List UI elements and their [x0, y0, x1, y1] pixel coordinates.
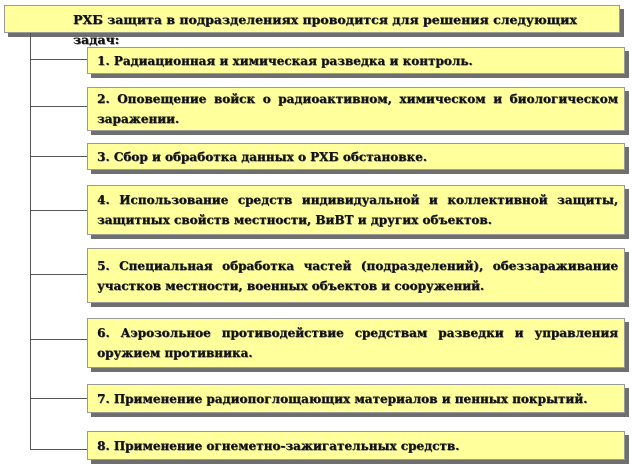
task-text-7: 7. Применение радиопоглощающих материалов и пенных покрытий.	[97, 391, 588, 406]
task-text-2: 2. Оповещение войск о радиоактивном, химическом и биологическом заражении.	[97, 92, 618, 126]
connector-6	[30, 339, 87, 340]
connector-1	[30, 59, 87, 60]
connector-8	[30, 449, 87, 450]
connector-4	[30, 210, 87, 211]
task-text-5: 5. Специальная обработка частей (подразделений), обеззараживание участков местности, военных объектов и сооружений.	[97, 258, 618, 293]
diagram-title-text: РХБ защита в подразделениях проводится для решения следующих задач:	[73, 12, 577, 47]
task-text-3: 3. Сбор и обработка данных о РХБ обстановке.	[97, 149, 427, 164]
connector-trunk	[30, 33, 31, 450]
task-box-8	[87, 431, 625, 460]
connector-3	[30, 156, 87, 157]
task-box-5	[87, 248, 625, 303]
task-text-6: 6. Аэрозольное противодействие средствам разведки и управления оружием противника.	[97, 326, 618, 360]
connector-2	[30, 106, 87, 107]
diagram-title	[4, 5, 620, 47]
task-box-6	[87, 318, 625, 368]
task-text-8: 8. Применение огнеметно-зажигательных средств.	[97, 438, 460, 453]
task-box-7	[87, 384, 625, 413]
task-box-4	[87, 185, 625, 235]
task-text-4: 4. Использование средств индивидуальной и коллективной защиты, защитных свойств местности, ВиВТ и других объектов.	[97, 193, 618, 227]
connector-5	[30, 274, 87, 275]
task-text-1: 1. Радиационная и химическая разведка и контроль.	[97, 53, 473, 68]
task-box-2	[87, 87, 625, 131]
task-box-1	[87, 47, 625, 74]
task-box-3	[87, 143, 625, 170]
connector-7	[30, 398, 87, 399]
